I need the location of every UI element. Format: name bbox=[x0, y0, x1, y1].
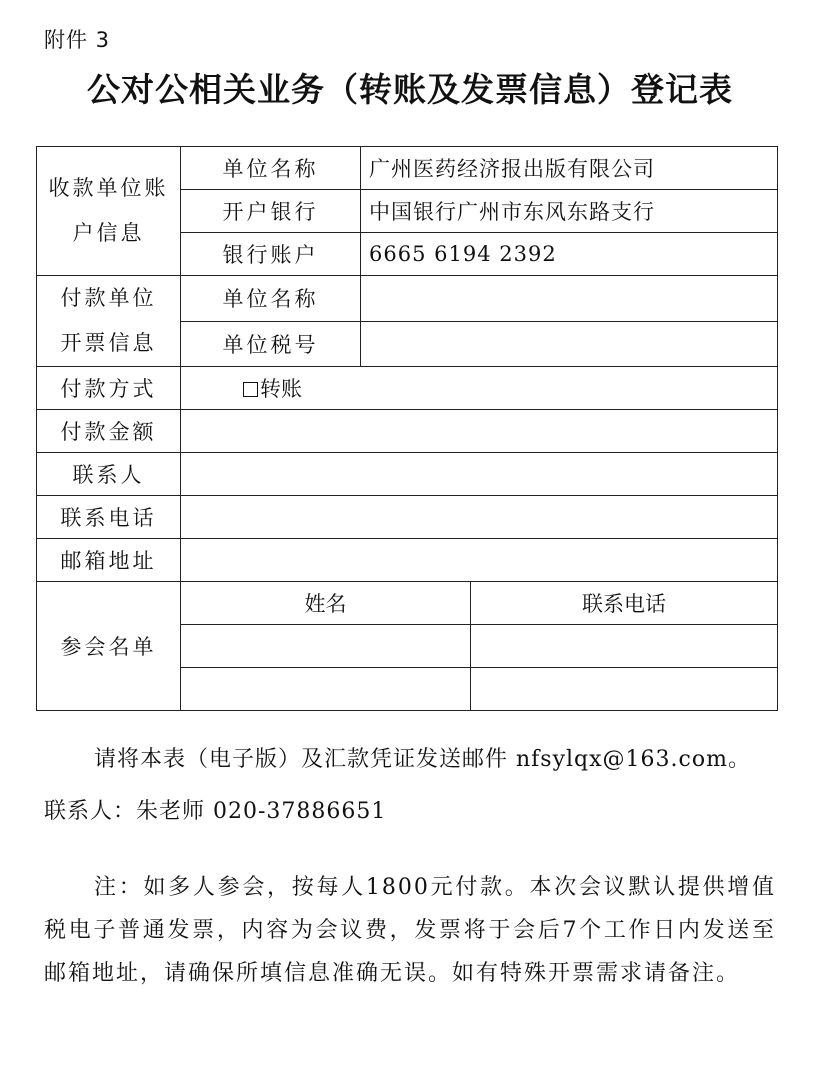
payment-amount-row bbox=[37, 410, 778, 453]
payment-note: 注：如多人参会，按每人1800元付款。本次会议默认提供增值税电子普通发票，内容为会议费，发票将于会后7个工作日内发送至邮箱地址，请确保所填信息准确无误。如有特殊开票需求请备注。 bbox=[44, 875, 776, 986]
payment-method-cell bbox=[181, 367, 778, 410]
payee-account-label: 银行账户 bbox=[181, 233, 361, 276]
payer-section-label-line2: 开票信息 bbox=[60, 331, 157, 355]
payee-account-value: 6665 6194 2392 bbox=[361, 233, 778, 276]
email-address-row bbox=[37, 539, 778, 582]
page-title: 公对公相关业务（转账及发票信息）登记表 bbox=[87, 70, 733, 109]
payee-bank-value: 中国银行广州市东风东路支行 bbox=[361, 190, 778, 233]
payee-bank-label: 开户银行 bbox=[181, 190, 361, 233]
attendee-phone-column-header: 联系电话 bbox=[471, 582, 778, 625]
email-address-field[interactable] bbox=[181, 539, 778, 582]
payer-section-label bbox=[37, 276, 181, 367]
contact-phone-label: 联系电话 bbox=[37, 496, 181, 539]
contact-info: 联系人：朱老师 020-37886651 bbox=[44, 799, 387, 824]
contact-person-field[interactable] bbox=[181, 453, 778, 496]
contact-person-row bbox=[37, 453, 778, 496]
attendee-phone-field[interactable] bbox=[471, 668, 778, 711]
transfer-option-label: 转账 bbox=[260, 377, 302, 401]
registration-form bbox=[36, 146, 778, 711]
attendee-name-column-header: 姓名 bbox=[181, 582, 471, 625]
payer-name-field[interactable] bbox=[361, 276, 778, 322]
contact-phone-field[interactable] bbox=[181, 496, 778, 539]
payer-tax-field[interactable] bbox=[361, 321, 778, 367]
contact-phone-row bbox=[37, 496, 778, 539]
payment-method-row bbox=[37, 367, 778, 410]
payer-section-label-line1: 付款单位 bbox=[60, 286, 157, 310]
submission-instruction: 请将本表（电子版）及汇款凭证发送邮件 nfsylqx@163.com。 bbox=[94, 747, 751, 772]
email-address-label: 邮箱地址 bbox=[37, 539, 181, 582]
attendee-name-field[interactable] bbox=[181, 668, 471, 711]
payee-section-label-line2: 户信息 bbox=[72, 221, 145, 245]
attendees-label: 参会名单 bbox=[37, 582, 181, 711]
payer-name-row bbox=[37, 276, 778, 322]
payee-name-label: 单位名称 bbox=[181, 147, 361, 190]
payee-section-label bbox=[37, 147, 181, 276]
payee-name-value: 广州医药经济报出版有限公司 bbox=[361, 147, 778, 190]
attendee-phone-field[interactable] bbox=[471, 625, 778, 668]
attachment-label: 附件 3 bbox=[44, 28, 111, 52]
payer-name-label: 单位名称 bbox=[181, 276, 361, 322]
attendee-name-field[interactable] bbox=[181, 625, 471, 668]
payee-section-label-line1: 收款单位账 bbox=[48, 176, 169, 200]
payment-amount-label: 付款金额 bbox=[37, 410, 181, 453]
payment-method-label: 付款方式 bbox=[37, 367, 181, 410]
contact-person-label: 联系人 bbox=[37, 453, 181, 496]
payee-name-row bbox=[37, 147, 778, 190]
payment-amount-field[interactable] bbox=[181, 410, 778, 453]
attendees-header-row bbox=[37, 582, 778, 625]
payer-tax-label: 单位税号 bbox=[181, 321, 361, 367]
transfer-checkbox[interactable] bbox=[243, 382, 258, 397]
